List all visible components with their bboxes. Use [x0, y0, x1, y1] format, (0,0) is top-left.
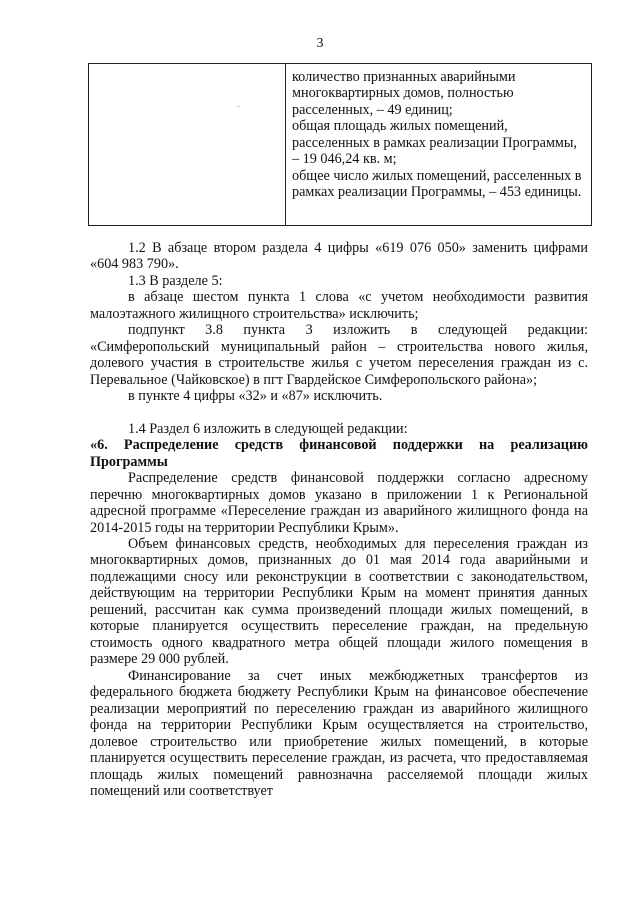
table-line-rooms: общее число жилых помещений, расселенных в рамках реализации Программы, – 453 единицы. — [292, 167, 582, 201]
paragraph-1-3: 1.3 В разделе 5: — [128, 272, 223, 289]
indicators-table — [88, 63, 592, 226]
body-paragraph-3: Финансирование за счет иных межбюджетных трансфертов из федерального бюджета бюджету Республики Крым на финансовое обеспечение реализации мероприятий по переселению граждан из аварийного жилищного фонда на территории Республики Крым осуществляется на строительство, долевое строительство или приобретение жилых помещений, в которые планируется осуществить переселение граждан, из расчета, что предоставляемая площадь жилых помещений равнозначна расселяемой площади жилых помещений или соответствует — [90, 667, 588, 799]
paragraph-1-4: 1.4 Раздел 6 изложить в следующей редакции: — [128, 420, 408, 437]
body-paragraph-2: Объем финансовых средств, необходимых для переселения граждан из многоквартирных домов, признанных до 01 мая 2014 года аварийными и подлежащими сносу или реконструкции в соответствии с законодательством, действующим на территории Республики Крым на момент принятия данных решений, рассчитан как сумма произведений площади жилых помещений, в которые планируется осуществить переселение граждан, на предельную стоимость одного квадратного метра общей площади жилого помещения в размере 29 000 рублей. — [90, 535, 588, 668]
paragraph-1-3-b: подпункт 3.8 пункта 3 изложить в следующей редакции: «Симферопольский муниципальный район – строительства нового жилья, долевого участия в строительстве жилья с учетом переселения граждан из с. Перевальное (Чайковское) в пгт Гвардейское Симферопольского района»; — [90, 322, 588, 388]
paragraph-1-2: 1.2 В абзаце втором раздела 4 цифры «619 076 050» заменить цифрами «604 983 790». — [90, 240, 588, 273]
table-line-area: общая площадь жилых помещений, расселенных в рамках реализации Программы, – 19 046,24 кв. м; — [292, 118, 577, 168]
page-number: 3 — [316, 36, 324, 51]
paragraph-1-3-a: в абзаце шестом пункта 1 слова «с учетом необходимости развития малоэтажного жилищного строительства» исключить; — [90, 289, 588, 322]
amendments-block — [90, 240, 588, 799]
table-left-mark: - — [237, 102, 240, 111]
table-left-cell — [89, 64, 286, 225]
section-6-heading: «6. Распределение средств финансовой поддержки на реализацию Программы — [90, 437, 588, 470]
body-paragraph-1: Распределение средств финансовой поддержки согласно адресному перечню многоквартирных домов указано в приложении 1 к Региональной адресной программе «Переселение граждан из аварийного жилищного фонда на 2014-2015 годы на территории Республики Крым». — [90, 470, 588, 536]
paragraph-1-3-c: в пункте 4 цифры «32» и «87» исключить. — [128, 388, 383, 405]
table-line-houses: количество признанных аварийными многоквартирных домов, полностью расселенных, – 49 единиц; — [292, 69, 516, 118]
table-right-cell — [286, 64, 591, 225]
